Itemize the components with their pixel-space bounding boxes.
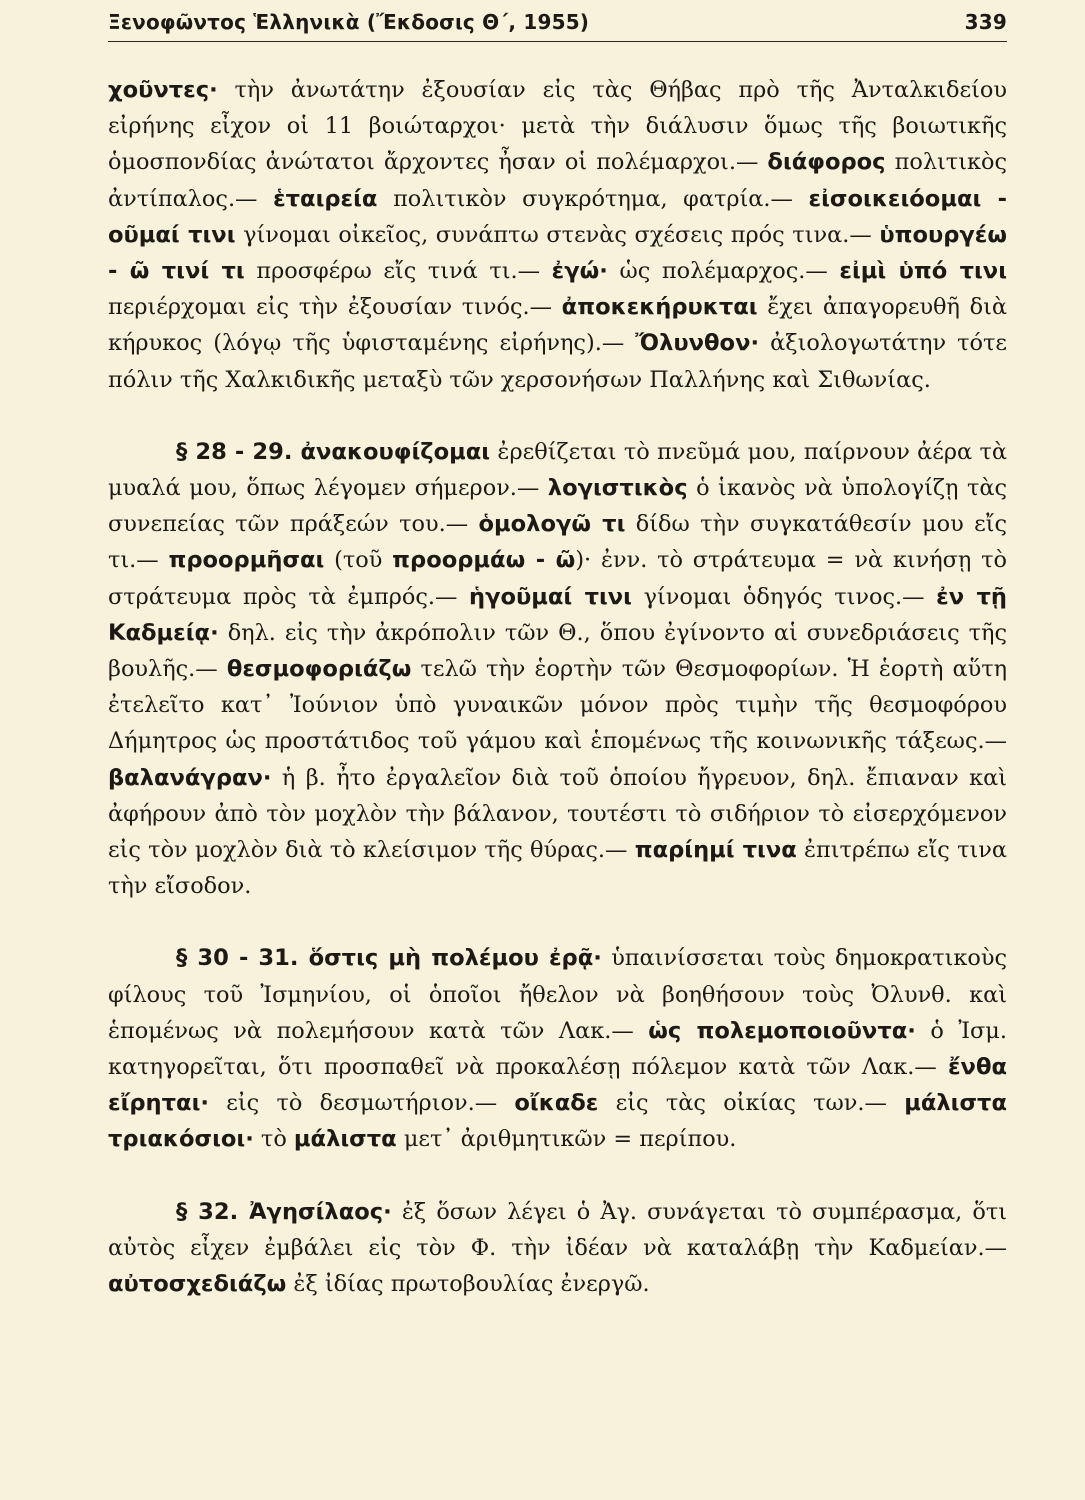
lemma: βαλανάγραν· (108, 764, 272, 791)
gloss-text: ἐρεθίζεται τὸ πνεῦμά μου, παίρνουν ἀέρα τὰ μυαλά μου, ὅπως λέγομεν σήμερον.— (108, 438, 1007, 502)
lemma: ἀποκεκήρυκται (561, 294, 758, 321)
lemma: προορμάω - ῶ (392, 547, 576, 574)
paragraph (108, 940, 1007, 1157)
lemma: προορμῆσαι (168, 547, 325, 574)
lemma: μάλιστα (293, 1126, 397, 1153)
paragraph (108, 72, 1007, 398)
section-marker: § 30 - 31. (176, 945, 309, 972)
gloss-text: ὡς πολέμαρχος.— (607, 258, 840, 285)
gloss-text: εἰς τὰς οἰκίας των.— (598, 1090, 905, 1117)
lemma: ἑταιρεία (273, 185, 378, 212)
gloss-text: πολιτικὸς ἀντίπαλος.— (108, 149, 1007, 212)
lemma: μάλιστα τριακόσιοι· (108, 1090, 1007, 1153)
lemma: θεσμοφοριάζω (226, 656, 412, 683)
lemma: διάφορος (767, 149, 886, 176)
lemma: αὐτοσχεδιάζω (108, 1271, 287, 1298)
running-header (108, 6, 1007, 38)
gloss-text: δηλ. εἰς τὴν ἀκρόπολιν τῶν Θ., ὅπου ἐγίνοντο αἱ συνεδριάσεις τῆς βουλῆς.— (108, 619, 1007, 683)
gloss-text: ἔχει ἀπαγορευθῆ διὰ κήρυκος (λόγῳ τῆς ὑφισταμένης εἰρήνης).— (108, 294, 1007, 357)
lemma: ὅστις μὴ πολέμου ἐρᾷ· (308, 945, 602, 972)
section-marker: § 28 - 29. (176, 438, 301, 465)
commentary-body (108, 72, 1007, 1302)
gloss-text: ἀξιολογωτάτην τότε πόλιν τῆς Χαλκιδικῆς μεταξὺ τῶν χερσονήσων Παλλήνης καὶ Σιθωνίας. (108, 330, 1007, 393)
lemma: εἰσοικειόομαι - οῦμαί τινι (108, 185, 1007, 248)
lemma: λογιστικὸς (547, 475, 688, 502)
lemma: Ὄλυνθον· (635, 330, 760, 357)
gloss-text: τελῶ τὴν ἑορτὴν τῶν Θεσμοφορίων. Ἡ ἑορτὴ αὕτη ἐτελεῖτο κατ᾽ Ἰούνιον ὑπὸ γυναικῶν μόνον πρὸς τιμὴν τῆς θεσμοφόρου Δήμητρος ὡς προστάτιδος τοῦ γάμου καὶ ἑπομένως τῆς κοινωνικῆς τάξεως.— (108, 656, 1008, 755)
gloss-text: προσφέρω εἴς τινά τι.— (244, 258, 552, 285)
page-number: 339 (964, 10, 1007, 34)
gloss-text: μετ᾽ ἀριθμητικῶν = περίπου. (396, 1126, 737, 1153)
paragraph (108, 434, 1007, 905)
gloss-text: ὁ Ἰσμ. κατηγορεῖται, ὅτι προσπαθεῖ νὰ προκαλέσῃ πόλεμον κατὰ τῶν Λακ.— (108, 1017, 1007, 1081)
lemma: ἡγοῦμαί τινι (469, 583, 632, 610)
section-marker: § 32. (176, 1198, 250, 1225)
lemma: ἐν τῇ Καδμείᾳ· (108, 583, 1007, 646)
running-title: Ξενοφῶντος Ἑλληνικὰ (Ἔκδοσις Θ΄, 1955) (108, 10, 590, 34)
paragraph (108, 1194, 1007, 1303)
lemma: ὑπουργέω - ῶ τινί τι (108, 221, 1008, 285)
gloss-text: ἐπιτρέπω εἴς τινα τὴν εἴσοδον. (108, 837, 1007, 900)
lemma: Ἀγησίλαος· (249, 1198, 392, 1225)
lemma: παρίημί τινα (634, 837, 797, 864)
gloss-text: )· ἐνν. τὸ στράτευμα = νὰ κινήσῃ τὸ στράτευμα πρὸς τὰ ἐμπρός.— (108, 547, 1007, 610)
gloss-text: ὁ ἱκανὸς νὰ ὑπολογίζῃ τὰς συνεπείας τῶν πράξεών του.— (108, 475, 1007, 538)
lemma: ὁμολογῶ τι (478, 511, 626, 538)
lemma: ἀνακουφίζομαι (300, 438, 491, 465)
gloss-text: περιέρχομαι εἰς τὴν ἐξουσίαν τινός.— (108, 294, 562, 321)
header-rule (108, 41, 1007, 42)
gloss-text: δίδω τὴν συγκατάθεσίν μου εἴς τι.— (108, 511, 1007, 574)
lemma: ἐγώ· (551, 258, 608, 285)
gloss-text: γίνομαι ὁδηγός τινος.— (631, 583, 937, 610)
gloss-text: τὸ (253, 1126, 294, 1153)
lemma: ὡς πολεμοποιοῦντα· (648, 1017, 916, 1044)
lemma: οἴκαδε (514, 1090, 599, 1117)
lemma: εἰμὶ ὑπό τινι (839, 258, 1008, 285)
gloss-text: ἐξ ὅσων λέγει ὁ Ἀγ. συνάγεται τὸ συμπέρασμα, ὅτι αὐτὸς εἶχεν ἐμβάλει εἰς τὸν Φ. τὴν ἰδέαν νὰ καταλάβῃ τὴν Καδμείαν.— (108, 1198, 1007, 1261)
gloss-text: ὑπαινίσσεται τοὺς δημοκρατικοὺς φίλους τοῦ Ἰσμηνίου, οἱ ὁποῖοι ἤθελον νὰ βοηθήσουν τοὺς Ὀλυνθ. καὶ ἑπομένως νὰ πολεμήσουν κατὰ τῶν Λακ.— (108, 945, 1007, 1044)
gloss-text: ἐξ ἰδίας πρωτοβουλίας ἐνεργῶ. (286, 1271, 650, 1298)
gloss-text: γίνομαι οἰκεῖος, συνάπτω στενὰς σχέσεις πρός τινα.— (235, 221, 880, 248)
gloss-text: ἡ β. ἦτο ἐργαλεῖον διὰ τοῦ ὁποίου ἤγρευον, δηλ. ἔπιαναν καὶ ἀφήρουν ἀπὸ τὸν μοχλὸν τὴν βάλανον, τουτέστι τὸ σιδήριον τὸ εἰσερχόμενον εἰς τὸν μοχλὸν διὰ τὸ κλείσιμον τῆς θύρας.— (108, 764, 1007, 864)
gloss-text: (τοῦ (324, 547, 393, 574)
gloss-text: πολιτικὸν συγκρότημα, φατρία.— (377, 185, 809, 212)
lemma: ἔνθα εἴρηται· (108, 1054, 1007, 1117)
lemma: χοῦντες· (108, 77, 218, 103)
gloss-text: εἰς τὸ δεσμωτήριον.— (208, 1090, 515, 1117)
gloss-text: τὴν ἀνωτάτην ἐξουσίαν εἰς τὰς Θήβας πρὸ τῆς Ἀνταλκιδείου εἰρήνης εἶχον οἱ 11 βοιώταρχοι· μετὰ τὴν διάλυσιν ὅμως τῆς βοιωτικῆς ὁμοσπονδίας ἀνώτατοι ἄρχοντες ἦσαν οἱ πολέμαρχοι.— (108, 77, 1007, 176)
